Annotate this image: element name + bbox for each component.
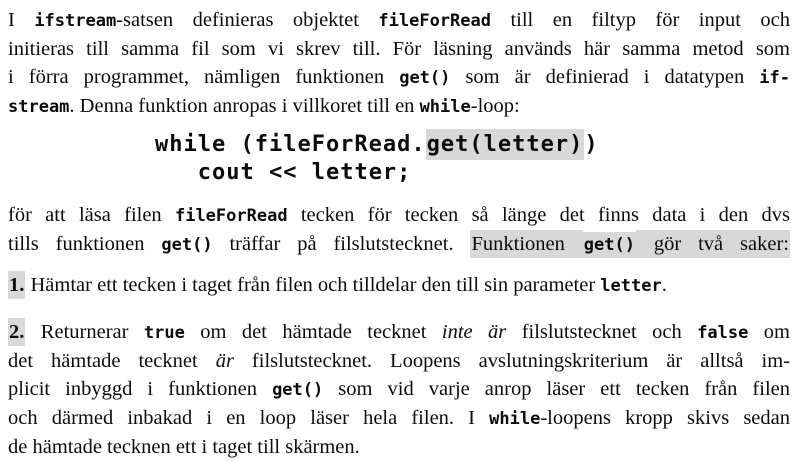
text-line xyxy=(8,318,790,347)
text-segment: som vid varje anrop läser ett tecken från filen xyxy=(323,378,790,400)
text-segment-highlighted: 1. xyxy=(8,271,25,299)
list-item-2 xyxy=(8,318,790,461)
code-segment-highlighted: get() xyxy=(583,232,636,258)
code-segment: if- xyxy=(759,68,790,88)
code-segment: while xyxy=(419,97,471,117)
code-segment: while xyxy=(489,409,541,429)
code-segment: get() xyxy=(272,380,324,400)
text-segment: initieras till samma fil som vi skrev till. För läsning används här samma metod som xyxy=(8,38,790,60)
text-segment: filslutstecknet och xyxy=(506,321,698,343)
code-segment: ifstream xyxy=(34,11,117,31)
text-segment: tills funktionen xyxy=(8,233,162,255)
text-segment: Returnerar xyxy=(25,321,144,343)
explanation-paragraph xyxy=(8,201,790,259)
code-segment: true xyxy=(143,323,185,343)
text-segment: -satsen definieras objektet xyxy=(116,9,379,31)
text-segment: och därmed inbakad i en loop läser hela filen. I xyxy=(8,407,490,429)
code-segment-highlighted: get(letter) xyxy=(426,129,585,160)
text-line xyxy=(8,201,790,230)
text-line xyxy=(155,131,790,159)
text-line xyxy=(8,230,790,259)
text-segment: träffar på filslutstecknet. xyxy=(212,233,471,255)
code-block xyxy=(155,131,790,187)
text-line xyxy=(155,159,790,187)
text-line xyxy=(8,63,790,92)
code-segment: cout << letter; xyxy=(155,160,412,185)
intro-paragraph xyxy=(8,6,790,121)
text-segment-highlighted: Funktionen xyxy=(470,230,582,258)
text-segment: inte är xyxy=(441,321,507,343)
text-segment: tecken för tecken så länge det finns data i den dvs xyxy=(287,204,790,226)
text-line xyxy=(8,6,790,35)
code-segment: fileForRead xyxy=(174,206,288,226)
code-segment: while (fileForRead. xyxy=(155,132,426,157)
text-segment: -loopens kropp skivs sedan xyxy=(540,407,790,429)
text-segment: är xyxy=(215,350,234,372)
text-line xyxy=(8,92,790,121)
code-segment: fileForRead xyxy=(378,11,491,31)
code-segment: letter xyxy=(600,276,662,296)
code-segment: false xyxy=(697,323,749,343)
text-line xyxy=(8,347,790,375)
text-segment: om xyxy=(748,321,791,343)
text-line xyxy=(8,433,790,461)
code-segment: get() xyxy=(161,235,213,255)
text-segment: I xyxy=(8,9,35,31)
text-segment: om det hämtade tecknet xyxy=(184,321,442,343)
text-segment-highlighted: 2. xyxy=(8,318,25,346)
text-segment: . xyxy=(661,274,667,296)
list-item-1 xyxy=(8,271,790,300)
text-segment: filslutstecknet. Loopens avslutningskriterium är alltså im- xyxy=(233,350,790,372)
text-segment: som är definierad i datatypen xyxy=(450,66,760,88)
code-segment: stream xyxy=(8,97,70,117)
text-segment: de hämtade tecknen ett i taget till skärmen. xyxy=(8,436,360,458)
text-segment: till en filtyp för input och xyxy=(491,9,791,31)
text-segment: Hämtar ett tecken i taget från filen och tilldelar den till sin parameter xyxy=(25,274,601,296)
text-segment: plicit inbyggd i funktionen xyxy=(8,378,273,400)
text-line xyxy=(8,35,790,63)
text-line xyxy=(8,271,790,300)
text-line xyxy=(8,404,790,433)
text-segment-highlighted: gör två saker: xyxy=(636,230,790,258)
text-segment: i förra programmet, nämligen funktionen xyxy=(8,66,400,88)
text-segment: för att läsa filen xyxy=(8,204,175,226)
text-segment: det hämtade tecknet xyxy=(8,350,216,372)
code-segment: ) xyxy=(584,132,599,157)
code-segment: get() xyxy=(399,68,451,88)
text-segment: . Denna funktion anropas i villkoret till en xyxy=(69,95,420,117)
text-line xyxy=(8,375,790,404)
text-segment: -loop: xyxy=(470,95,520,117)
